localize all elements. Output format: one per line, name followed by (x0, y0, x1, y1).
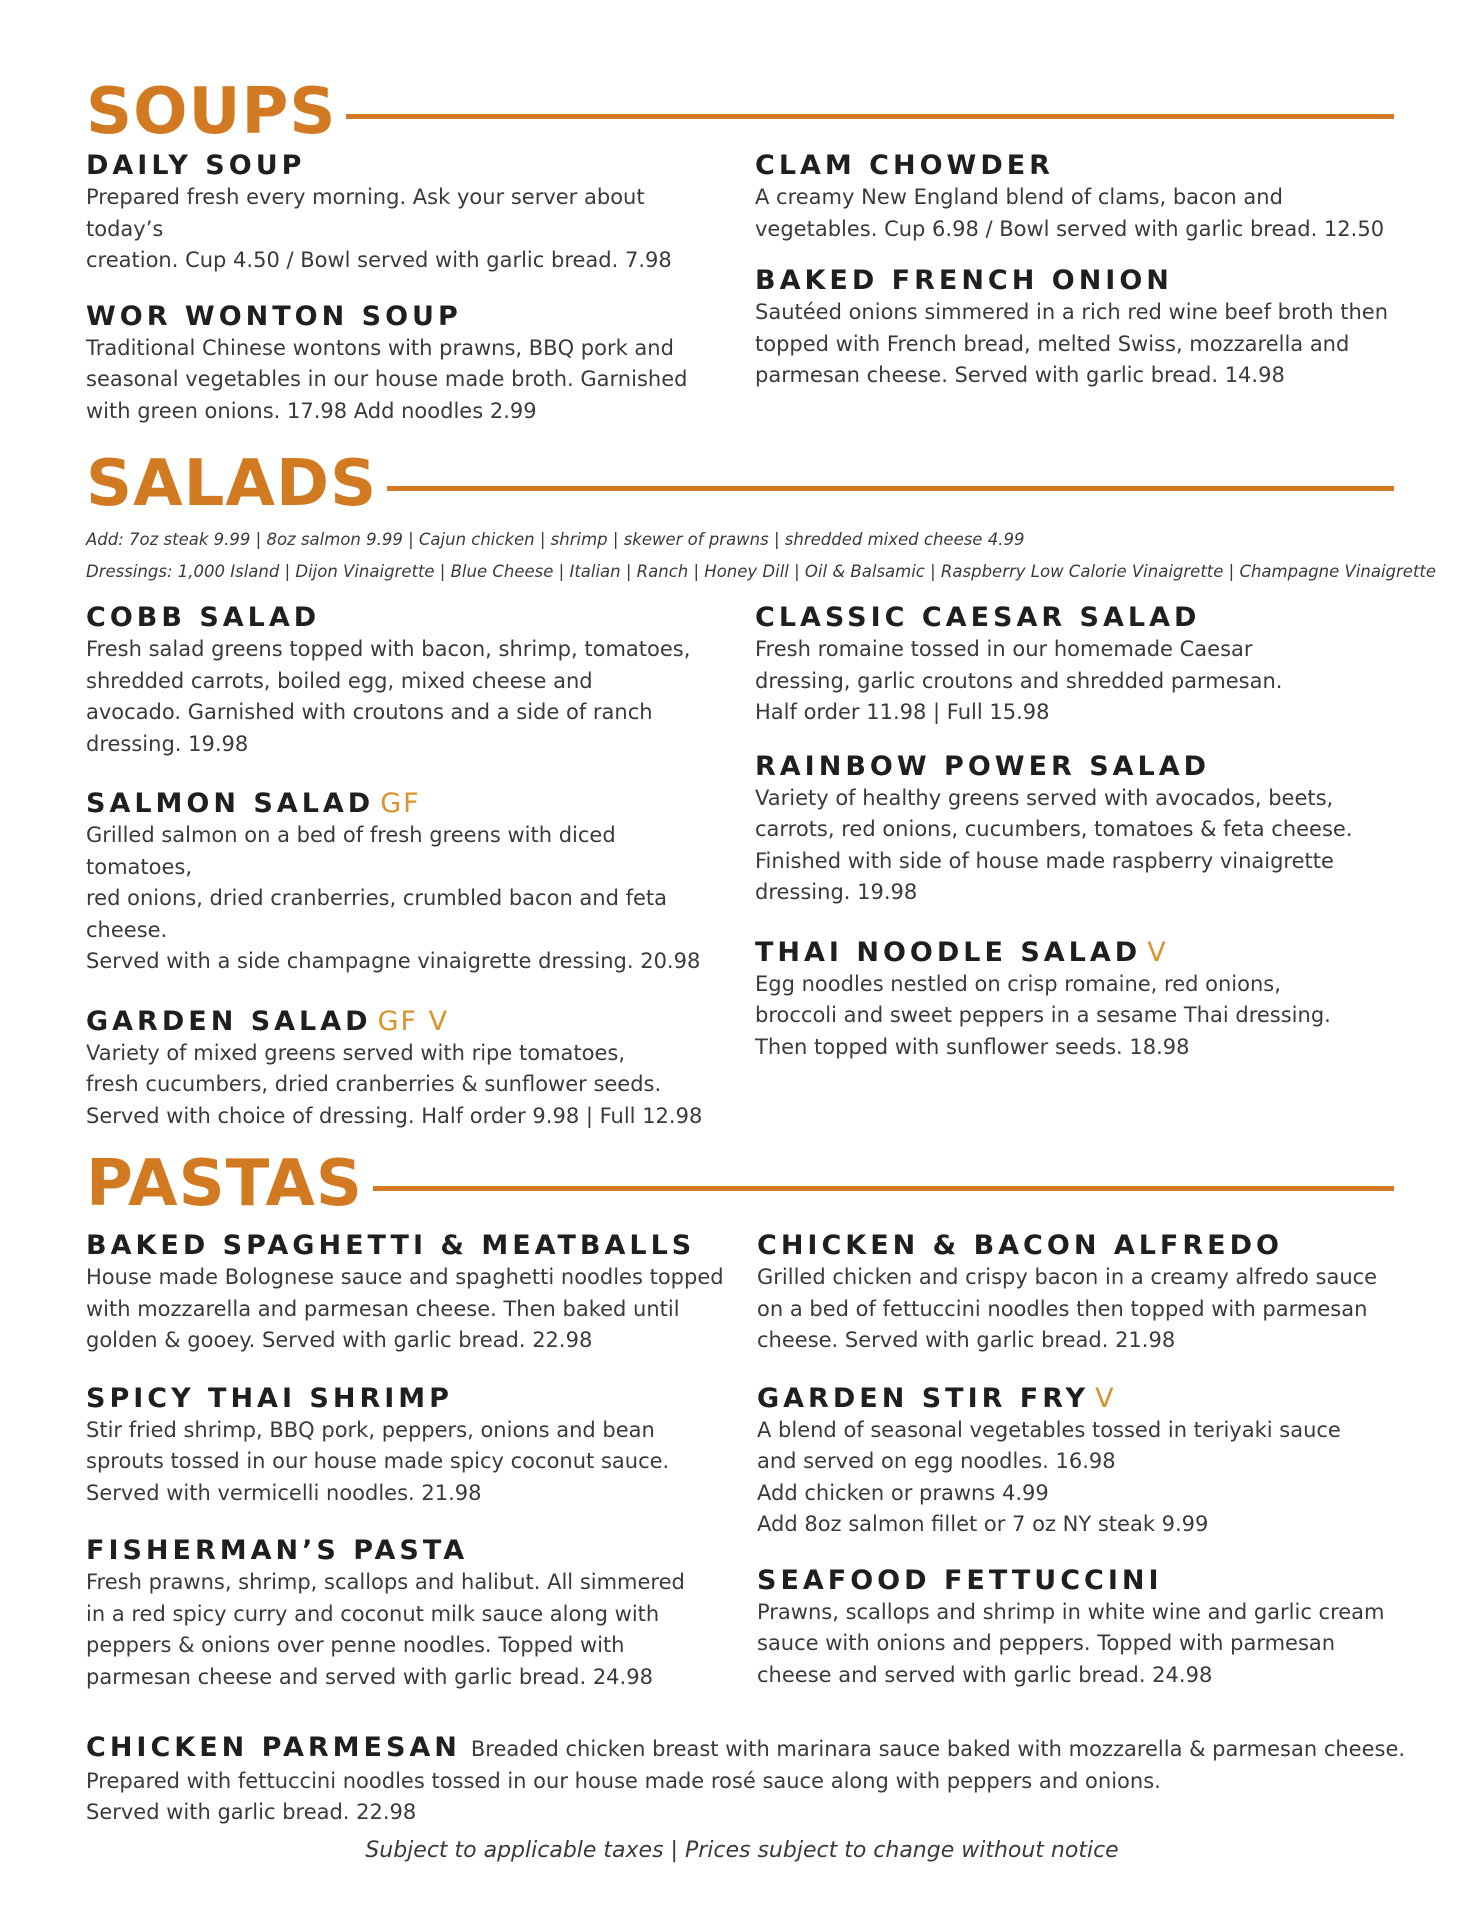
item-name: SEAFOOD FETTUCCINI (757, 1564, 1163, 1596)
menu-item (755, 150, 1395, 245)
salads-left-column (86, 602, 726, 1152)
soups-title: SOUPS (86, 75, 337, 149)
menu-item (86, 1230, 726, 1357)
menu-item (86, 150, 726, 277)
menu-item (86, 1535, 726, 1693)
item-name: BAKED SPAGHETTI & MEATBALLS (86, 1230, 696, 1261)
dietary-tag: GF V (377, 1005, 450, 1037)
item-description: Fresh prawns, shrimp, scallops and halibut. All simmered in a red spicy curry and coconut milk sauce along with peppers & onions over penne noodles. Topped with parmesan cheese and served with garlic bread. 24.98 (86, 1570, 685, 1689)
salad-addons-note: Add: 7oz steak 9.99 | 8oz salmon 9.99 | Cajun chicken | shrimp | skewer of prawns | shredded mixed cheese 4.99 (86, 530, 1025, 549)
item-description: Fresh romaine tossed in our homemade Caesar dressing, garlic croutons and shredded parmesan. Half order 11.98 | Full 15.98 (755, 637, 1283, 724)
item-description: Variety of healthy greens served with avocados, beets, carrots, red onions, cucumbers, tomatoes & feta cheese. Finished with side of house made raspberry vinaigrette dressing. 19.98 (755, 785, 1353, 904)
item-description: Variety of mixed greens served with ripe tomatoes, fresh cucumbers, dried cranberries & sunflower seeds. Served with choice of dressing. Half order 9.98 | Full 12.98 (86, 1040, 703, 1128)
menu-item (86, 1006, 726, 1133)
item-description: A blend of seasonal vegetables tossed in teriyaki sauce and served on egg noodles. 16.98 Add chicken or prawns 4.99 Add 8oz salmon fillet or 7 oz NY steak 9.99 (757, 1417, 1341, 1536)
pastas-left-column (86, 1230, 726, 1713)
soups-left-column (86, 150, 726, 447)
item-description: Stir fried shrimp, BBQ pork, peppers, onions and bean sprouts tossed in our house made spicy coconut sauce. Served with vermicelli noodles. 21.98 (86, 1417, 670, 1505)
pastas-title: PASTAS (86, 1147, 363, 1221)
item-name: SALMON SALAD GF (86, 788, 421, 819)
salads-divider (387, 486, 1394, 491)
item-name: THAI NOODLE SALAD V (755, 936, 1168, 968)
item-name: CHICKEN PARMESAN (86, 1732, 461, 1763)
menu-item (755, 937, 1395, 1064)
item-name: FISHERMAN’S PASTA (86, 1535, 469, 1566)
menu-item (86, 788, 726, 978)
item-name: CHICKEN & BACON ALFREDO (757, 1230, 1283, 1261)
item-description: Prepared with fettuccini noodles tossed in our house made rosé sauce along with peppers and onions. Served with garlic bread. 22.98 (86, 1768, 1161, 1824)
item-description: Traditional Chinese wontons with prawns, BBQ pork and seasonal vegetables in our house made broth. Garnished with green onions. 17.98 Add noodles 2.99 (86, 335, 688, 423)
pastas-divider (373, 1186, 1394, 1191)
menu-item (757, 1230, 1397, 1357)
item-name: CLASSIC CAESAR SALAD (755, 602, 1201, 633)
menu-item (755, 602, 1395, 729)
salads-title: SALADS (86, 447, 378, 521)
menu-item (86, 301, 726, 428)
chicken-parmesan-item (86, 1732, 1416, 1829)
soups-divider (346, 114, 1394, 119)
soups-header (86, 75, 1394, 149)
item-description: Sautéed onions simmered in a rich red wine beef broth then topped with French bread, melted Swiss, mozzarella and parmesan cheese. Served with garlic bread. 14.98 (755, 300, 1389, 387)
feature-first-line (86, 1732, 1416, 1766)
item-name: WOR WONTON SOUP (86, 300, 462, 332)
item-name: SPICY THAI SHRIMP (86, 1382, 453, 1414)
dietary-tag: GF (380, 788, 421, 819)
item-name: BAKED FRENCH ONION (755, 265, 1173, 296)
item-name: RAINBOW POWER SALAD (755, 750, 1211, 782)
item-name: DAILY SOUP (86, 150, 306, 181)
item-description: House made Bolognese sauce and spaghetti noodles topped with mozzarella and parmesan cheese. Then baked until golden & gooey. Served with garlic bread. 22.98 (86, 1265, 724, 1352)
item-description: Fresh salad greens topped with bacon, shrimp, tomatoes, shredded carrots, boiled egg, mixed cheese and avocado. Garnished with croutons and a side of ranch dressing. 19.98 (86, 637, 691, 756)
footer-note: Subject to applicable taxes | Prices subject to change without notice (365, 1838, 1119, 1863)
salad-dressings-note: Dressings: 1,000 Island | Dijon Vinaigrette | Blue Cheese | Italian | Ranch | Honey Dill | Oil & Balsamic | Raspberry Low Calorie Vinaigrette | Champagne Vinaigrette (86, 562, 1437, 581)
item-name: COBB SALAD (86, 602, 321, 633)
salads-right-column (755, 602, 1395, 1083)
item-description: Grilled chicken and crispy bacon in a creamy alfredo sauce on a bed of fettuccini noodles then topped with parmesan cheese. Served with garlic bread. 21.98 (757, 1265, 1378, 1352)
menu-item (86, 1383, 726, 1510)
item-name: CLAM CHOWDER (755, 150, 1054, 181)
pastas-right-column (757, 1230, 1397, 1711)
dietary-tag: V (1147, 936, 1168, 968)
item-name: GARDEN SALAD GF V (86, 1005, 450, 1037)
dietary-tag: V (1095, 1382, 1116, 1414)
item-description: Prawns, scallops and shrimp in white wine and garlic cream sauce with onions and peppers. Topped with parmesan cheese and served with garlic bread. 24.98 (757, 1599, 1385, 1687)
item-description-inline: Breaded chicken breast with marinara sauce baked with mozzarella & parmesan cheese. (470, 1737, 1406, 1761)
menu-item (757, 1383, 1397, 1541)
menu-item (755, 265, 1395, 392)
menu-item (86, 602, 726, 760)
item-name: GARDEN STIR FRY V (757, 1382, 1116, 1414)
item-description: A creamy New England blend of clams, bacon and vegetables. Cup 6.98 / Bowl served with garlic bread. 12.50 (755, 185, 1385, 241)
salads-header (86, 447, 1394, 521)
item-description: Egg noodles nestled on crisp romaine, red onions, broccoli and sweet peppers in a sesame Thai dressing. Then topped with sunflower seeds. 18.98 (755, 971, 1331, 1059)
menu-item (755, 751, 1395, 909)
soups-right-column (755, 150, 1395, 412)
item-description: Prepared fresh every morning. Ask your server about today’s creation. Cup 4.50 / Bowl served with garlic bread. 7.98 (86, 185, 672, 272)
item-description: Grilled salmon on a bed of fresh greens with diced tomatoes, red onions, dried cranberries, crumbled bacon and feta cheese. Served with a side champagne vinaigrette dressing. 20.98 (86, 823, 701, 973)
pastas-header (86, 1147, 1394, 1221)
menu-item (757, 1565, 1397, 1692)
